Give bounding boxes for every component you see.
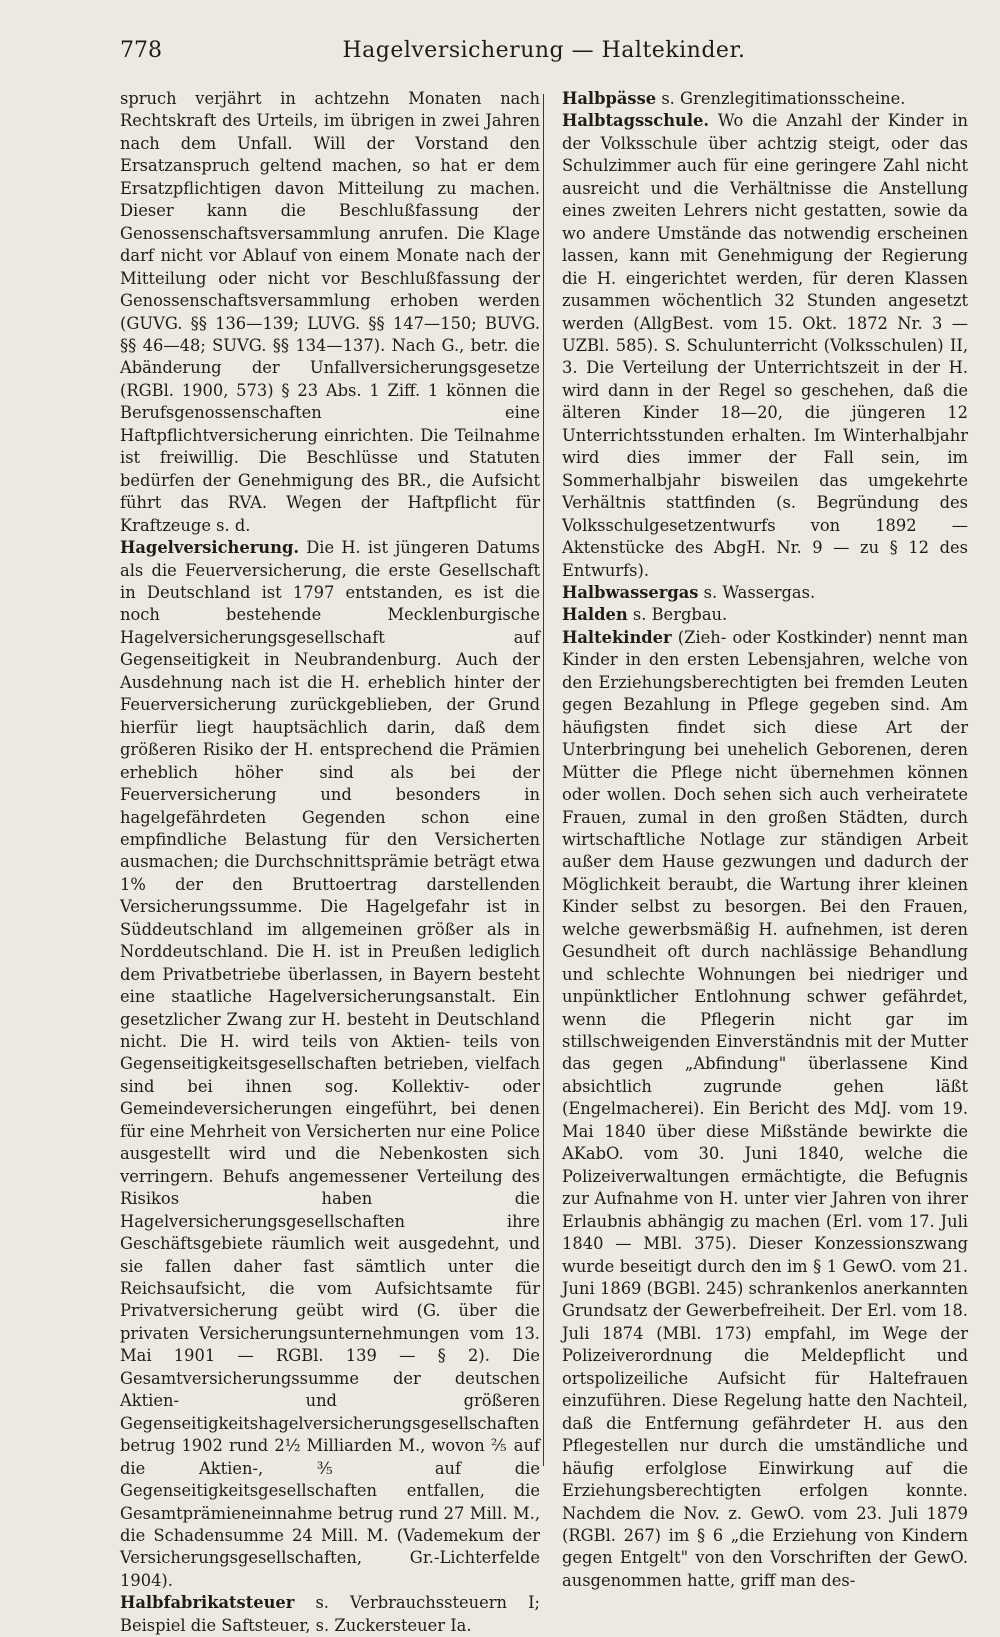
- entry-halbwassergas: [562, 582, 968, 604]
- right-column: [562, 88, 968, 1592]
- entry-halbfabrikatsteuer: [120, 1592, 540, 1637]
- entry-hagelversicherung: [120, 537, 540, 1592]
- entry-halden: [562, 604, 968, 626]
- headword: Halbwassergas: [562, 582, 699, 602]
- entry-halbtagsschule: [562, 110, 968, 582]
- headword: Halden: [562, 605, 628, 625]
- continuation-text: spruch verjährt in achtzehn Monaten nach Rechtskraft des Urteils, im übrigen in zwei Jahren nach dem Unfall. Will der Vorstand den Ersatzanspruch geltend machen, so hat er dem Ersatzpflichtigen davon Mitteilung zu machen. Dieser kann die Beschlußfassung der Genossenschaftsversammlung anrufen. Die Klage darf nicht vor Ablauf von einem Monate nach der Mitteilung oder nicht vor Beschlußfassung der Genossenschaftsversammlung erhoben werden (GUVG. §§ 136—139; LUVG. §§ 147—150; BUVG. §§ 46—48; SUVG. §§ 134—137). Nach G., betr. die Abänderung der Unfallversicherungsgesetze (RGBl. 1900, 573) § 23 Abs. 1 Ziff. 1 können die Berufsgenossenschaften eine Haftpflichtversicherung einrichten. Die Teilnahme ist freiwillig. Die Beschlüsse und Statuten bedürfen der Genehmigung des BR., die Aufsicht führt das RVA. Wegen der Haftpflicht für Kraftzeuge s. d.: [120, 89, 540, 535]
- headword: Halbtagsschule.: [562, 111, 710, 131]
- column-divider: [543, 94, 544, 1466]
- entry-text: s. Grenzlegitimationsscheine.: [661, 89, 906, 108]
- left-column: [120, 88, 540, 1637]
- page-header: [120, 38, 968, 78]
- entry-text: s. Bergbau.: [632, 605, 728, 625]
- headword: Hagelversicherung.: [120, 538, 300, 558]
- entry-text: Wo die Anzahl der Kinder in der Volksschule über achtzig steigt, oder das Schulzimmer auch für eine geringere Zahl nicht ausreicht und die Verhältnisse die Anstellung eines zweiten Lehrers nicht gestatten, sowie da wo andere Umstände das notwendig erscheinen lassen, kann mit Genehmigung der Regierung die H. eingerichtet werden, für deren Klassen zusammen wöchentlich 32 Stunden angesetzt werden (AllgBest. vom 15. Okt. 1872 Nr. 3 — UZBl. 585). S. Schulunterricht (Volksschulen) II, 3. Die Verteilung der Unterrichtszeit in der H. wird dann in der Regel so geschehen, daß die älteren Kinder 18—20, die jüngeren 12 Unterrichtsstunden erhalten. Im Winterhalbjahr wird dies immer der Fall sein, im Sommerhalbjahr bisweilen das umgekehrte Verhältnis stattfinden (s. Begründung des Volksschulgesetzentwurfs von 1892 — Aktenstücke des AbgH. Nr. 9 — zu § 12 des Entwurfs).: [562, 111, 968, 580]
- headword: Halbfabrikatsteuer: [120, 1593, 295, 1613]
- headword: Haltekinder: [562, 627, 672, 647]
- page-number: 778: [120, 38, 162, 63]
- entry-text: s. Verbrauchssteuern I; Beispiel die Saftsteuer, s. Zuckersteuer Ia.: [120, 1593, 540, 1635]
- running-head: Hagelversicherung — Haltekinder.: [342, 38, 746, 63]
- headword: Halbpässe: [562, 89, 657, 108]
- entry-text: s. Wassergas.: [703, 582, 816, 602]
- entry-haltekinder: [562, 627, 968, 1592]
- entry-halbpaesse: [562, 88, 968, 110]
- entry-text: (Zieh- oder Kostkinder) nennt man Kinder in den ersten Lebensjahren, welche von den Erziehungsberechtigten bei fremden Leuten gegen Bezahlung in Pflege gegeben sind. Am häufigsten findet sich diese Art der Unterbringung bei unehelich Geborenen, deren Mütter die Pflege nicht übernehmen können oder wollen. Doch sehen sich auch verheiratete Frauen, zumal in den großen Städten, durch wirtschaftliche Notlage zur ständigen Arbeit außer dem Hause gezwungen und dadurch der Möglichkeit beraubt, die Wartung ihrer kleinen Kinder selbst zu besorgen. Bei den Frauen, welche gewerbsmäßig H. aufnehmen, ist deren Gesundheit oft durch nachlässige Behandlung und schlechte Wohnungen bei niedriger und unpünktlicher Entlohnung schwer gefährdet, wenn die Pflegerin nicht gar im stillschweigenden Einverständnis mit der Mutter das gegen „Abfindung" überlassene Kind absichtlich zugrunde gehen läßt (Engelmacherei). Ein Bericht des MdJ. vom 19. Mai 1840 über diese Mißstände bewirkte die AKabO. vom 30. Juni 1840, welche die Polizeiverwaltungen ermächtigte, die Befugnis zur Aufnahme von H. unter vier Jahren von ihrer Erlaubnis abhängig zu machen (Erl. vom 17. Juli 1840 — MBl. 375). Dieser Konzessionszwang wurde beseitigt durch den im § 1 GewO. vom 21. Juni 1869 (BGBl. 245) schrankenlos anerkannten Grundsatz der Gewerbefreiheit. Der Erl. vom 18. Juli 1874 (MBl. 173) empfahl, im Wege der Polizeiverordnung die Meldepflicht und ortspolizeiliche Aufsicht für Haltefrauen einzuführen. Diese Regelung hatte den Nachteil, daß die Entfernung gefährdeter H. aus den Pflegestellen nur durch die umständliche und häufig erfolglose Einwirkung auf die Erziehungsberechtigten erfolgen konnte. Nachdem die Nov. z. GewO. vom 23. Juli 1879 (RGBl. 267) im § 6 „die Erziehung von Kindern gegen Entgelt" von den Vorschriften der GewO. ausgenommen hatte, griff man des-: [562, 627, 969, 1590]
- entry-text: Die H. ist jüngeren Datums als die Feuerversicherung, die erste Gesellschaft in Deutschland ist 1797 entstanden, es ist die noch bestehende Mecklenburgische Hagelversicherungsgesellschaft auf Gegenseitigkeit in Neubrandenburg. Auch der Ausdehnung nach ist die H. erheblich hinter der Feuerversicherung zurückgeblieben, der Grund hierfür liegt hauptsächlich darin, daß dem größeren Risiko der H. entsprechend die Prämien erheblich höher sind als bei der Feuerversicherung und besonders in hagelgefährdeten Gegenden schon eine empfindliche Belastung für den Versicherten ausmachen; die Durchschnittsprämie beträgt etwa 1% der den Bruttoertrag darstellenden Versicherungssumme. Die Hagelgefahr ist in Süddeutschland im allgemeinen größer als in Norddeutschland. Die H. ist in Preußen lediglich dem Privatbetriebe überlassen, in Bayern besteht eine staatliche Hagelversicherungsanstalt. Ein gesetzlicher Zwang zur H. besteht in Deutschland nicht. Die H. wird teils von Aktien- teils von Gegenseitigkeitsgesellschaften betrieben, vielfach sind bei ihnen sog. Kollektiv- oder Gemeindeversicherungen eingeführt, bei denen für eine Mehrheit von Versicherten nur eine Police ausgestellt wird und die Nebenkosten sich verringern. Behufs angemessener Verteilung des Risikos haben die Hagelversicherungsgesellschaften ihre Geschäftsgebiete räumlich weit ausgedehnt, und sie fallen daher fast sämtlich unter die Reichsaufsicht, die vom Aufsichtsamte für Privatversicherung geübt wird (G. über die privaten Versicherungsunternehmungen vom 13. Mai 1901 — RGBl. 139 — § 2). Die Gesamtversicherungssumme der deutschen Aktien- und größeren Gegenseitigkeitshagelversicherungsgesellschaften betrug 1902 rund 2½ Milliarden M., wovon ⅖ auf die Aktien-, ⅗ auf die Gegenseitigkeitsgesellschaften entfallen, die Gesamtprämieneinnahme betrug rund 27 Mill. M., die Schadensumme 24 Mill. M. (Vademekum der Versicherungsgesellschaften, Gr.-Lichterfelde 1904).: [120, 538, 541, 1590]
